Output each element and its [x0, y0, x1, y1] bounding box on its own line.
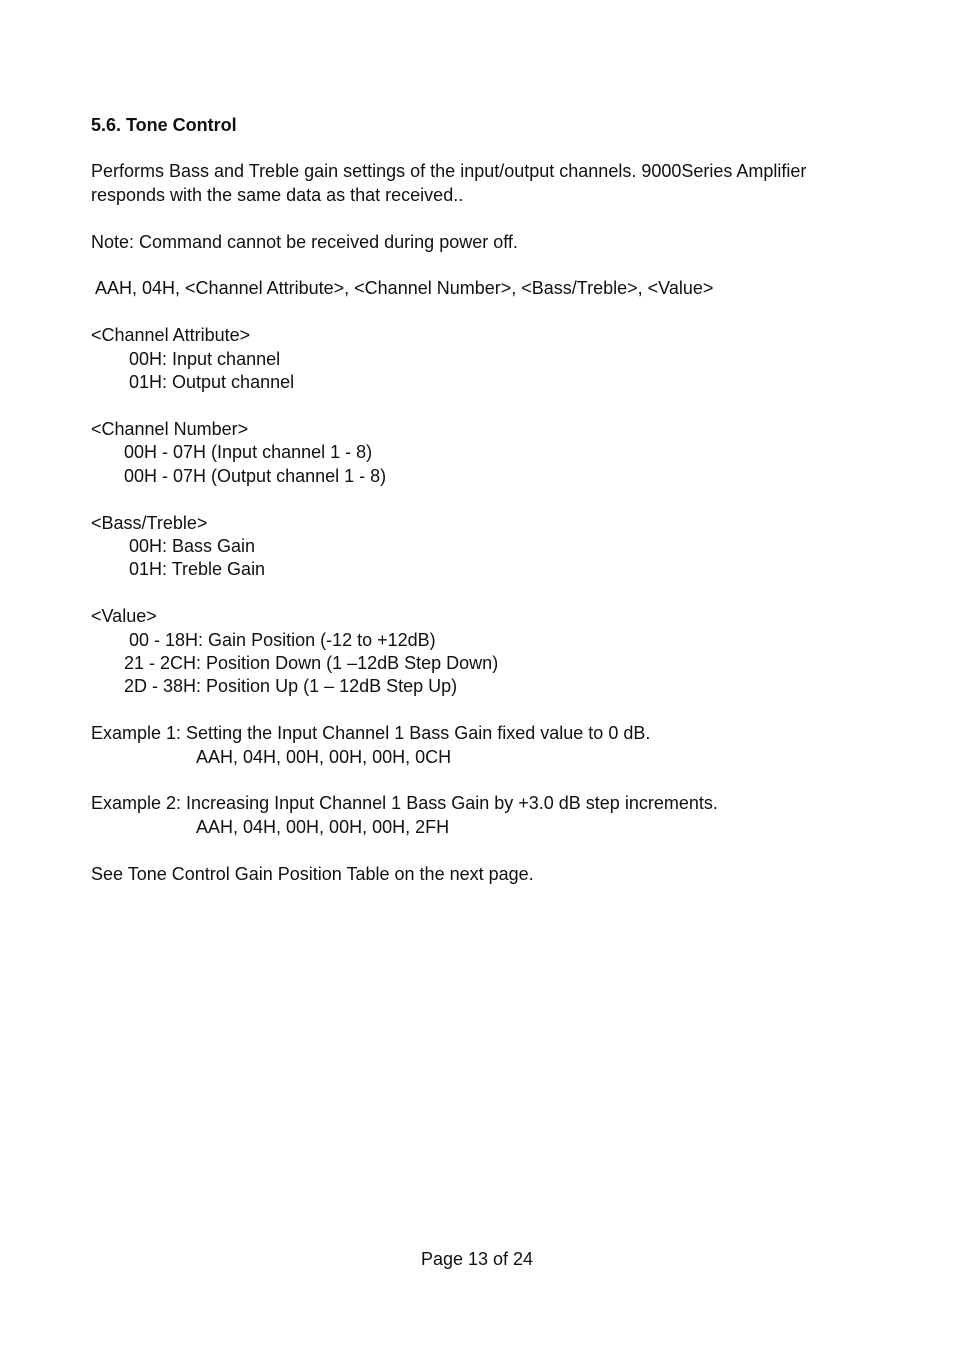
channel-attribute-item: 01H: Output channel — [129, 372, 295, 392]
channel-attribute-header: <Channel Attribute> — [91, 325, 251, 345]
value-item: 2D - 38H: Position Up (1 – 12dB Step Up) — [124, 676, 458, 696]
intro-line-1: Performs Bass and Treble gain settings of the input/output channels. 9000Series Amplifier — [91, 161, 807, 181]
value-item: 00 - 18H: Gain Position (-12 to +12dB) — [129, 630, 436, 650]
note-text: Note: Command cannot be received during power off. — [91, 232, 518, 252]
example-2-text: Example 2: Increasing Input Channel 1 Bass Gain by +3.0 dB step increments. — [91, 793, 718, 813]
page-number: Page 13 of 24 — [420, 1249, 534, 1269]
example-2-code: AAH, 04H, 00H, 00H, 00H, 2FH — [196, 817, 450, 837]
value-header: <Value> — [91, 606, 157, 626]
example-1-code: AAH, 04H, 00H, 00H, 00H, 0CH — [196, 747, 452, 767]
bass-treble-item: 00H: Bass Gain — [129, 536, 256, 556]
command-format: AAH, 04H, <Channel Attribute>, <Channel Number>, <Bass/Treble>, <Value> — [91, 278, 714, 298]
channel-number-header: <Channel Number> — [91, 419, 249, 439]
channel-number-item: 00H - 07H (Output channel 1 - 8) — [124, 466, 387, 486]
intro-line-2: responds with the same data as that received.. — [91, 185, 464, 205]
bass-treble-item: 01H: Treble Gain — [129, 559, 266, 579]
section-title: 5.6. Tone Control — [91, 115, 237, 135]
value-item: 21 - 2CH: Position Down (1 –12dB Step Down) — [124, 653, 499, 673]
example-1-text: Example 1: Setting the Input Channel 1 Bass Gain fixed value to 0 dB. — [91, 723, 651, 743]
see-also-text: See Tone Control Gain Position Table on the next page. — [91, 864, 534, 884]
channel-number-item: 00H - 07H (Input channel 1 - 8) — [124, 442, 373, 462]
bass-treble-header: <Bass/Treble> — [91, 513, 208, 533]
channel-attribute-item: 00H: Input channel — [129, 349, 281, 369]
